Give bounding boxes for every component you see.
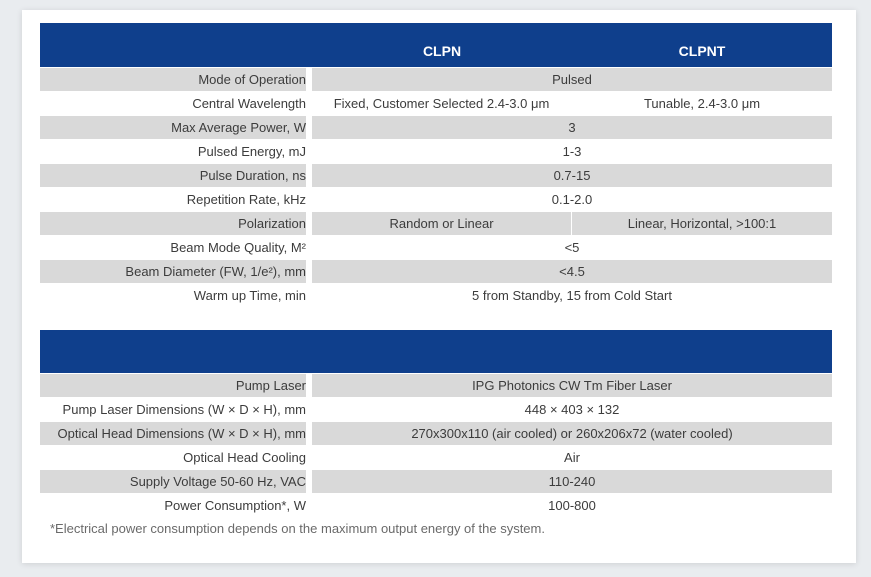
table-row [40,422,832,445]
row-value: 0.7-15 [312,164,832,187]
row-label: Central Wavelength [192,96,306,111]
row-value: 5 from Standby, 15 from Cold Start [472,288,672,303]
row-label: Max Average Power, W [40,116,306,139]
row-value: 1-3 [562,144,582,159]
table-row [40,260,832,283]
table-row [40,116,832,139]
table-row [40,446,832,469]
row-value-clpnt: Tunable, 2.4-3.0 μm [643,96,761,111]
row-label: Pulsed Energy, mJ [197,144,306,159]
row-value: 0.1-2.0 [551,192,593,207]
row-value: 270x300x110 (air cooled) or 260x206x72 (water cooled) [312,422,832,445]
row-value-clpn: Fixed, Customer Selected 2.4-3.0 μm [333,96,550,111]
table-header [40,23,832,67]
row-value: <5 [564,240,580,255]
row-label: Warm up Time, min [193,288,306,303]
table-row [40,212,832,235]
row-value: 3 [312,116,832,139]
column-header-clpn: CLPN [422,43,462,59]
row-label: Optical Head Dimensions (W × D × H), mm [40,422,306,445]
table-row [40,164,832,187]
row-value-clpnt: Linear, Horizontal, >100:1 [572,212,832,235]
table-row [40,398,832,421]
row-label: Beam Mode Quality, M² [170,240,306,255]
table-row [40,374,832,397]
table-row [40,140,832,163]
row-label: Optical Head Cooling [183,450,306,465]
row-value-clpn: Random or Linear [312,212,571,235]
row-value: IPG Photonics CW Tm Fiber Laser [312,374,832,397]
footnote: *Electrical power consumption depends on the maximum output energy of the system. [50,521,545,536]
row-value: Pulsed [312,68,832,91]
row-label: Power Consumption*, W [164,498,306,513]
row-value: Air [564,450,580,465]
table-row [40,494,832,517]
table-row [40,188,832,211]
general-table [40,330,832,517]
column-header-clpnt: CLPNT [678,43,726,59]
table-row [40,284,832,307]
table-row [40,470,832,493]
row-label: Polarization [40,212,306,235]
table-row [40,68,832,91]
specifications-table [40,23,832,307]
row-value: 110-240 [312,470,832,493]
row-value: 100-800 [548,498,596,513]
row-value: <4.5 [312,260,832,283]
row-label: Supply Voltage 50-60 Hz, VAC [40,470,306,493]
row-label: Pump Laser [40,374,306,397]
spec-card [22,10,856,563]
table-row [40,92,832,115]
row-value: 448 × 403 × 132 [524,402,620,417]
row-label: Repetition Rate, kHz [186,192,306,207]
table-header [40,330,832,373]
row-label: Pump Laser Dimensions (W × D × H), mm [62,402,306,417]
row-label: Beam Diameter (FW, 1/e²), mm [40,260,306,283]
row-label: Pulse Duration, ns [40,164,306,187]
row-label: Mode of Operation [40,68,306,91]
table-row [40,236,832,259]
